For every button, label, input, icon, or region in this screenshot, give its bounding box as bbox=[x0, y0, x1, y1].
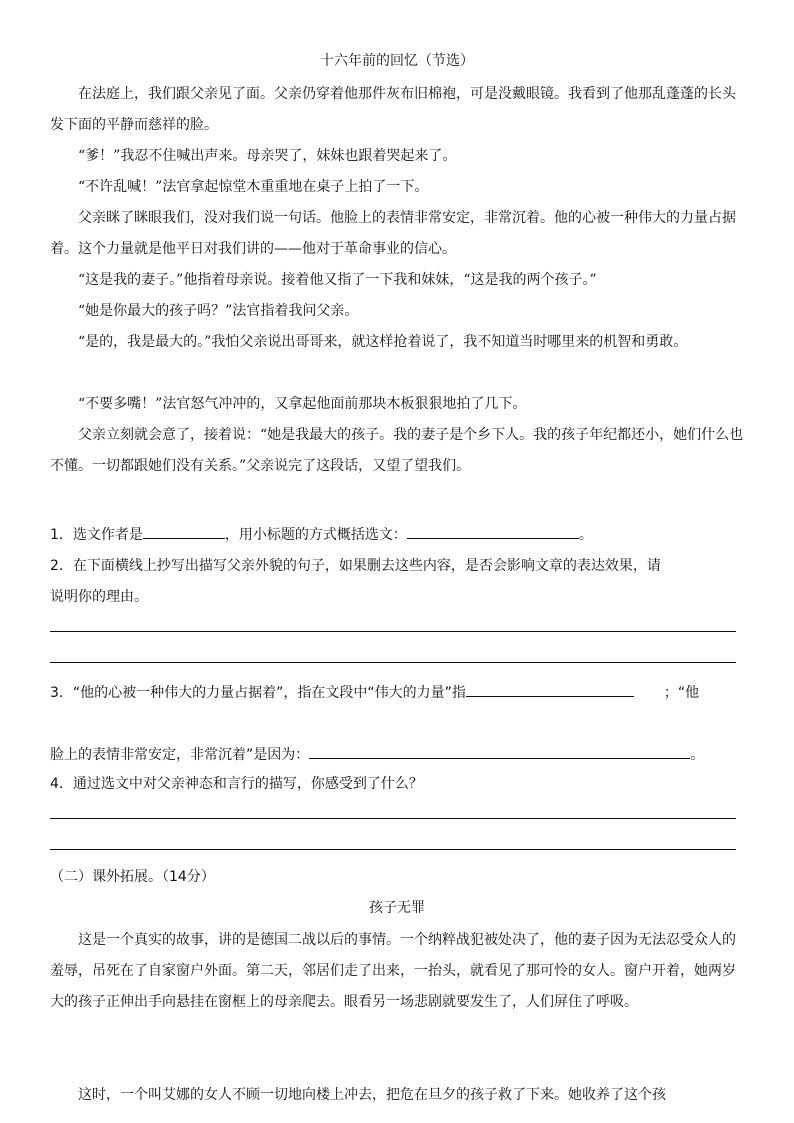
question-1 bbox=[50, 522, 593, 544]
passage-2-paragraph: 这是一个真实的故事，讲的是德国二战以后的事情。一个纳粹战犯被处决了，他的妻子因为无法忍受众人的羞辱，吊死在了自家窗户外面。第二天，邻居们走了出来，一抬头，就看见了那可怜的女人。窗户开着，她两岁大的孩子正伸出手向悬挂在窗框上的母亲爬去。眼看另一场悲剧就要发生了，人们屏住了呼吸。 bbox=[50, 932, 736, 1010]
answer-line[interactable] bbox=[50, 662, 736, 663]
passage-paragraph: “爹！”我忍不住喊出声来。母亲哭了，妹妹也跟着哭起来了。 bbox=[78, 148, 457, 164]
question-2-line-1: 2．在下面横线上抄写出描写父亲外貌的句子，如果删去这些内容，是否会影响文章的表达效果，请 bbox=[50, 558, 661, 574]
author-answer-blank[interactable] bbox=[143, 522, 225, 539]
question-1-text-c: 。 bbox=[578, 527, 593, 543]
passage-paragraph: “不要多嘴！”法官怒气冲冲的，又拿起他面前那块木板狠狠地拍了几下。 bbox=[78, 396, 527, 412]
passage-paragraph: “不许乱喊！”法官拿起惊堂木重重地在桌子上拍了一下。 bbox=[78, 179, 429, 195]
passage-paragraph: “是的，我是最大的。”我怕父亲说出哥哥来，就这样抢着说了，我不知道当时哪里来的机智和勇敢。 bbox=[78, 334, 688, 350]
passage-title: 十六年前的回忆（节选） bbox=[320, 53, 474, 69]
passage-paragraph: 父亲眯了眯眼我们，没对我们说一句话。他脸上的表情非常安定，非常沉着。他的心被一种伟大的力量占据着。这个力量就是他平日对我们讲的——他对于革命事业的信心。 bbox=[50, 210, 736, 257]
question-3-text-c: 脸上的表情非常安定，非常沉着”是因为： bbox=[50, 747, 310, 763]
answer-line[interactable] bbox=[50, 631, 736, 632]
question-3-text-d: 。 bbox=[690, 747, 705, 763]
passage-paragraph: 在法庭上，我们跟父亲见了面。父亲仍穿着他那件灰布旧棉袍，可是没戴眼镜。我看到了他那乱蓬蓬的长头发下面的平静而慈祥的脸。 bbox=[50, 86, 736, 133]
passage-2-paragraph: 这时，一个叫艾娜的女人不顾一切地向楼上冲去，把危在旦夕的孩子救了下来。她收养了这个孩 bbox=[78, 1087, 666, 1103]
passage-2-title: 孩子无罪 bbox=[369, 900, 425, 916]
great-power-answer-blank[interactable] bbox=[466, 680, 634, 697]
question-3-line-1 bbox=[50, 680, 699, 702]
passage-paragraph: 父亲立刻就会意了，接着说：“她是我最大的孩子。我的妻子是个乡下人。我的孩子年纪都还小，她们什么也不懂。一切都跟她们没有关系。”父亲说完了这段话，又望了望我们。 bbox=[50, 427, 744, 474]
question-3-text-b: ；“他 bbox=[663, 685, 700, 701]
question-1-text-b: ，用小标题的方式概括选文： bbox=[224, 527, 407, 543]
passage-paragraph: “她是你最大的孩子吗？”法官指着我问父亲。 bbox=[78, 303, 359, 319]
section-heading: （二）课外拓展。（14分） bbox=[50, 869, 215, 885]
question-3-line-2 bbox=[50, 742, 704, 764]
passage-paragraph: “这是我的妻子。”他指着母亲说。接着他又指了一下我和妹妹，“这是我的两个孩子。” bbox=[78, 272, 597, 288]
question-1-text-a: 1．选文作者是 bbox=[50, 527, 143, 543]
question-2-line-2: 说明你的理由。 bbox=[50, 589, 148, 605]
answer-line[interactable] bbox=[50, 818, 736, 819]
question-3-text-a: 3．“他的心被一种伟大的力量占据着”，指在文段中“伟大的力量”指 bbox=[50, 685, 466, 701]
question-4: 4．通过选文中对父亲神态和言行的描写，你感受到了什么？ bbox=[50, 776, 423, 792]
reason-answer-blank[interactable] bbox=[309, 742, 690, 759]
answer-line[interactable] bbox=[50, 849, 736, 850]
subtitle-answer-blank[interactable] bbox=[407, 522, 579, 539]
